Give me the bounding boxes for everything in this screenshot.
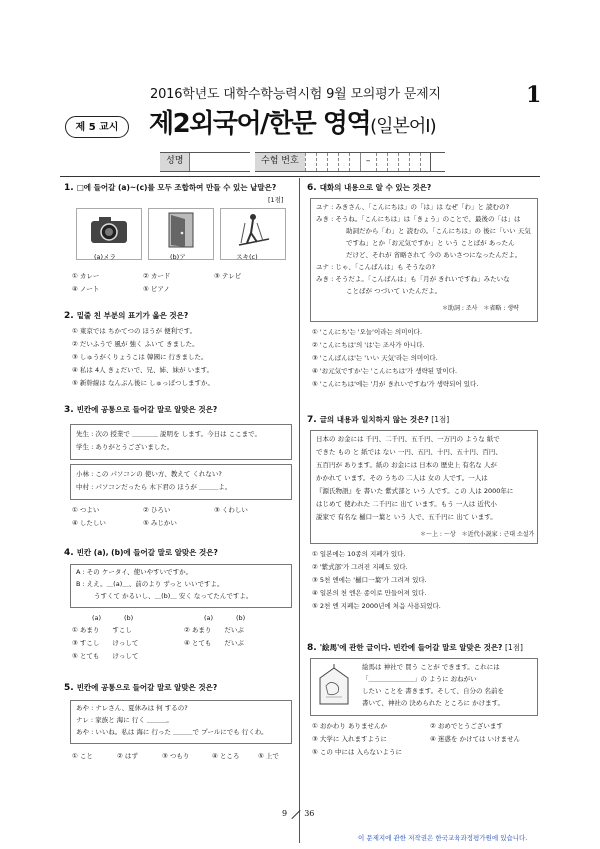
q5-option-1[interactable]: ① こと: [72, 752, 93, 760]
q8-option-4[interactable]: ④ 迷惑を かけては いけません: [430, 735, 521, 743]
q4-box-line-3: うすくて かるいし、＿(b)＿ 安く なってたんですよ。: [94, 592, 253, 600]
exam-number-cell[interactable]: [316, 153, 327, 171]
q7-option-1[interactable]: ① 일본에는 10종의 지폐가 있다.: [312, 550, 406, 558]
q6-option-3[interactable]: ③ 'こんばんは'는 'いい 天気'라는 의미이다.: [312, 354, 438, 362]
q7-option-5[interactable]: ⑤ 2천 엔 지폐는 2000년에 처음 사용되었다.: [312, 602, 441, 610]
q6-option-5[interactable]: ⑤ 'こんにちは'에는 '月が きれいですね'가 생략되어 있다.: [312, 380, 479, 388]
q6-box-line: みき : そうだよ。「こんばんは」も「月が きれいですね」みたいな: [316, 275, 510, 283]
q3-box1-line-2: 学生 : ありがとうございました。: [76, 443, 174, 451]
q6-title: 6. 대화의 내용으로 알 수 있는 것은?: [307, 183, 432, 193]
q2-option-5[interactable]: ⑤ 新幹線は なんぶん後に しゅっぱつしますか。: [72, 379, 215, 387]
q7-box-line: できた もの と 紙では ない 一円、五円、十円、五十円、百円、: [316, 448, 502, 456]
exam-number-cell[interactable]: [398, 153, 409, 171]
q7-box-line: 『源氏物語』を 書いた 紫式部と いう 人です。この 人は 2000年に: [316, 487, 514, 495]
camera-icon: [77, 209, 141, 249]
exam-number-cell[interactable]: [387, 153, 398, 171]
q5-box-line-2: ナレ : 家族と 海に 行く ＿＿＿。: [76, 716, 173, 724]
q4-option-1[interactable]: ① あまり すこし: [72, 626, 132, 634]
q6-box-line: ユナ : みきさん、「こんにちは」の「は」は なぜ「わ」と 読むの?: [316, 203, 510, 211]
q3-option-5[interactable]: ⑤ みじかい: [143, 519, 177, 527]
q4-box-line-1: A : その ケータイ、使いやすいですか。: [76, 568, 193, 576]
q1-title: 1. □에 들어갈 (a)~(c)를 모두 조합하여 만들 수 있는 낱말은?: [64, 183, 277, 193]
q8-box-line: 絵馬は 神社で 買う ことが できます。これには: [362, 663, 500, 671]
q5-box-line-1: あや : ナレさん、夏休みは 何 するの?: [76, 704, 188, 712]
q4-option-5[interactable]: ⑤ とても けっして: [72, 652, 139, 660]
q1-option-3[interactable]: ③ テレビ: [214, 272, 242, 280]
page-number: 1: [526, 82, 542, 108]
q7-box-line: 五百円が あります。紙の お金には 日本の 歴史上 有名な 人が: [316, 461, 497, 469]
exam-number-label: 수험 번호: [255, 153, 305, 171]
q4-head-b2: (b): [236, 614, 246, 622]
q4-option-2[interactable]: ② あまり だいぶ: [184, 626, 244, 634]
q6-note: ＊助詞 : 조사 ＊省略 : 생략: [442, 305, 519, 312]
door-icon: [149, 209, 213, 249]
q6-box-line: ユナ : じゃ、「こんばんは」も そうなの?: [316, 263, 436, 271]
q3-option-2[interactable]: ② ひろい: [143, 506, 171, 514]
q8-title: 8. '絵馬'에 관한 글이다. 빈칸에 들어갈 말로 알맞은 것은? [1점]: [307, 643, 523, 653]
session-badge: 제 5 교시: [65, 116, 129, 138]
q4-option-4[interactable]: ④ とても だいぶ: [184, 639, 244, 647]
exam-number-row: [255, 152, 445, 172]
skier-icon: [221, 209, 285, 249]
q2-option-3[interactable]: ③ しゅうがくりょうこは 韓國に 行きました。: [72, 353, 208, 361]
footer-total: 36: [304, 809, 315, 818]
q1-option-5[interactable]: ⑤ ピアノ: [143, 285, 170, 293]
q2-title: 2. 밑줄 친 부분의 표기가 옳은 것은?: [64, 311, 189, 321]
q3-box1-line-1: 先生 : 次の 授業で ＿＿＿＿ 説明を します。今日は ここまで。: [76, 430, 262, 438]
q5-box-line-3: あや : いいね。私は 海に 行った ＿＿＿で プールにでも 行くわ。: [76, 728, 268, 736]
q7-note: ＊～上 : ～상 ＊近代小説家 : 근대 소설가: [420, 531, 535, 538]
q7-option-4[interactable]: ④ 일본의 천 엔은 종이로 만들어져 있다.: [312, 589, 427, 597]
name-field-row: [160, 152, 250, 172]
exam-number-cell[interactable]: [420, 153, 431, 171]
subject-title: [149, 105, 436, 144]
ema-plaque-picture: [316, 664, 352, 708]
q6-option-2[interactable]: ② 'こんにちは'의 'は'는 조사가 아니다.: [312, 341, 425, 349]
q2-option-4[interactable]: ④ 私は 4人 きょだいで、兄、姉、妹が います。: [72, 366, 214, 374]
q6-box-line: ことばが つづいて いたんだよ。: [346, 287, 442, 295]
q8-box-line: 「＿＿＿＿＿＿＿」の ように おねがい: [362, 675, 477, 683]
q4-box-line-2: B : ええ。＿(a)＿、前のより ずっと いいですよ。: [76, 580, 224, 588]
q6-box-line: だけど、それが 省略されて 今の あいさつになったんだよ。: [346, 251, 522, 259]
q8-option-1[interactable]: ① おかわり ありませんか: [312, 722, 387, 730]
q3-option-3[interactable]: ③ くわしい: [214, 506, 248, 514]
exam-title: 2016학년도 대학수학능력시험 9월 모의평가 문제지: [150, 87, 441, 102]
q2-option-2[interactable]: ② だいふうで 風が 強く ふいて きました。: [72, 340, 199, 348]
ema-plaque-icon: [316, 664, 352, 708]
q5-title: 5. 빈칸에 공통으로 들어갈 말로 알맞은 것은?: [64, 683, 218, 693]
q6-box-line: みき : そうね。「こんにちは」は「きょう」のことで、最後の「は」は: [316, 215, 521, 223]
q8-option-2[interactable]: ② おめでとうございます: [430, 722, 503, 730]
exam-number-cell[interactable]: [305, 153, 316, 171]
q4-head-a1: (a): [92, 614, 102, 622]
q8-option-3[interactable]: ③ 大学に 入れますように: [312, 735, 387, 743]
q5-option-3[interactable]: ③ つもり: [162, 752, 190, 760]
exam-number-cell[interactable]: [338, 153, 349, 171]
header-divider: [60, 176, 540, 177]
column-divider: [299, 178, 300, 843]
q8-option-5[interactable]: ⑤ この 中には 入らないように: [312, 748, 403, 756]
q7-box-line: かかれて います。その うちの 二人は 女の 人です。一人は: [316, 474, 488, 482]
q8-box-line: 書いて、神社の 決められた ところに かけます。: [362, 699, 505, 707]
q7-box-line: 説家で 有名な 樋口一葉と いう 人で、五千円に 出て います。: [316, 513, 497, 521]
subject-sub: (일본어Ⅰ): [370, 116, 436, 137]
q4-option-3[interactable]: ③ すこし けっして: [72, 639, 139, 647]
exam-number-cell[interactable]: [409, 153, 420, 171]
q4-head-b1: (b): [124, 614, 134, 622]
q4-head-a2: (a): [204, 614, 214, 622]
q3-box2-line-2: 中村 : パソコンだったら 木下君の ほうが ＿＿＿よ。: [76, 483, 232, 491]
exam-number-cell[interactable]: [327, 153, 338, 171]
exam-number-dash: –: [360, 153, 376, 171]
q3-option-1[interactable]: ① つよい: [72, 506, 100, 514]
q6-option-1[interactable]: ① 'こんにち'는 '오늘'이라는 의미이다.: [312, 328, 423, 336]
q6-box-line: 助詞だから「わ」と 読むの。「こんにちは」の 後に「いい 天気: [346, 227, 531, 235]
q6-box-line: ですね」とか「お元気ですか」と いう ことばが あったん: [346, 239, 515, 247]
q5-option-4[interactable]: ④ ところ: [212, 752, 240, 760]
q1-option-2[interactable]: ② カード: [143, 272, 171, 280]
q7-option-3[interactable]: ③ 5천 엔에는 '樋口一葉'가 그려져 있다.: [312, 576, 427, 584]
footer-page: 9: [282, 809, 288, 818]
copyright-note: 이 문제지에 관한 저작권은 한국교육과정평가원에 있습니다.: [358, 834, 528, 842]
q3-box2-line-1: 小林 : この パソコンの 使い方、教えて くれない?: [76, 470, 222, 478]
q6-option-4[interactable]: ④ 'お元気ですか'는 'こんにちは'가 생략된 말이다.: [312, 367, 458, 375]
q7-box-line: 日本の お金には 千円、二千円、五千円、一万円の ような 紙で: [316, 435, 500, 443]
q2-option-1[interactable]: ① 東京では ちかてつの ほうが 便利です。: [72, 327, 197, 335]
q1-caption-b: (b)ア: [170, 253, 186, 261]
q7-option-2[interactable]: ② '紫式部'가 그려진 지폐도 있다.: [312, 563, 408, 571]
name-label: 성명: [160, 153, 189, 171]
exam-number-cell[interactable]: [349, 153, 360, 171]
footer-page-indicator: [282, 808, 314, 820]
q3-title: 3. 빈칸에 공통으로 들어갈 말로 알맞은 것은?: [64, 405, 218, 415]
q1-caption-a: (a)メラ: [94, 253, 117, 261]
q3-option-4[interactable]: ④ したしい: [72, 519, 106, 527]
q1-points: [1점]: [268, 196, 284, 204]
q1-option-1[interactable]: ① カレー: [72, 272, 100, 280]
q5-option-2[interactable]: ② はず: [117, 752, 138, 760]
q4-title: 4. 빈칸 (a), (b)에 들어갈 말로 알맞은 것은?: [64, 548, 218, 558]
q1-caption-c: スキ(c): [236, 253, 258, 261]
q1-option-4[interactable]: ④ ノート: [72, 285, 100, 293]
name-field[interactable]: [189, 153, 249, 171]
exam-number-cell[interactable]: [376, 153, 387, 171]
q8-box-line: したい ことを 書きます。そして、自分の 名前を: [362, 687, 505, 695]
q5-option-5[interactable]: ⑤ 上で: [258, 752, 279, 760]
q7-box-line: はじめて 使われた 二千円に 出て います。もう 一人は 近代小: [316, 500, 497, 508]
q7-title: 7. 글의 내용과 일치하지 않는 것은? [1점]: [307, 415, 450, 425]
subject-main: 제2외국어/한문 영역: [149, 109, 371, 139]
